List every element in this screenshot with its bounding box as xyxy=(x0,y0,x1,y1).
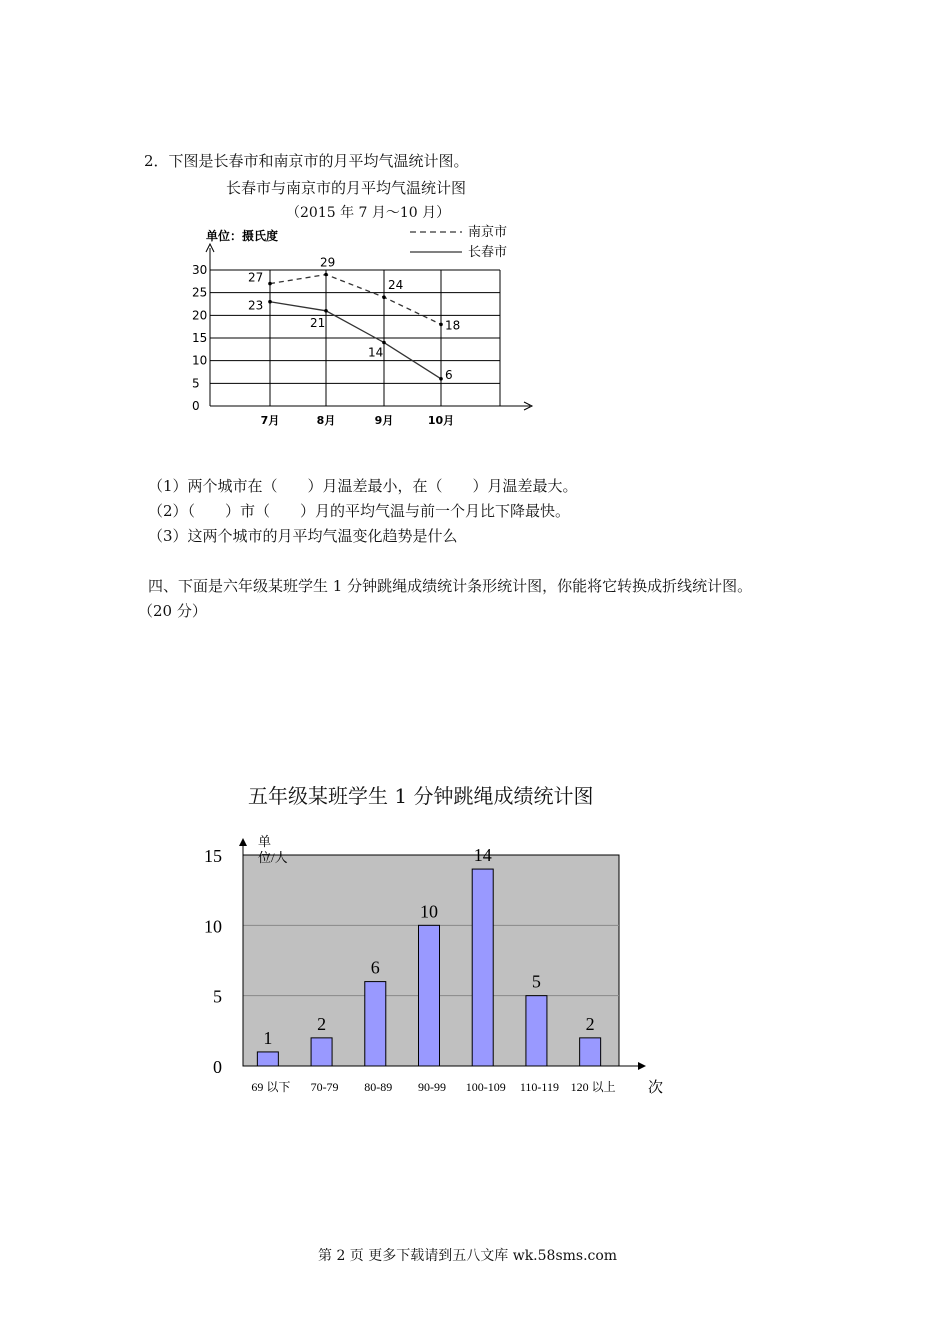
y-tick-label: 15 xyxy=(192,331,208,345)
y-tick-label: 0 xyxy=(213,1057,222,1077)
y-tick-label: 0 xyxy=(192,399,200,413)
x-tick-label: 90-99 xyxy=(418,1080,446,1094)
bar-chart-title: 五年级某班学生 1 分钟跳绳成绩统计图 xyxy=(248,784,594,808)
bar xyxy=(311,1038,332,1066)
y-axis-label: 单 xyxy=(258,834,272,849)
page-footer: 第 2 页 更多下载请到五八文库 wk.58sms.com xyxy=(318,1248,618,1264)
line-chart-subtitle: （2015 年 7 月～10 月） xyxy=(286,205,451,221)
data-label: 2 xyxy=(317,1013,327,1034)
bar xyxy=(472,869,493,1066)
y-tick-label: 10 xyxy=(192,353,208,368)
data-label: 5 xyxy=(531,971,541,992)
data-label: 21 xyxy=(310,315,326,330)
legend-label: 长春市 xyxy=(468,245,508,260)
data-label: 27 xyxy=(248,270,264,285)
x-tick-label: 69 以下 xyxy=(251,1080,291,1094)
y-axis-label: 单位：摄氏度 xyxy=(206,229,279,243)
y-tick-label: 10 xyxy=(204,916,222,937)
data-label: 14 xyxy=(473,845,492,866)
data-label: 23 xyxy=(248,298,264,313)
q2-sub-item-1: （1）两个城市在（ ）月温差最小，在（ ）月温差最大。 xyxy=(148,477,578,495)
y-axis-label: 位/人 xyxy=(258,850,288,865)
y-tick-label: 5 xyxy=(213,986,222,1007)
data-label: 18 xyxy=(445,318,461,333)
data-label: 2 xyxy=(585,1013,595,1034)
line-chart-title: 长春市与南京市的月平均气温统计图 xyxy=(226,179,467,197)
bar xyxy=(257,1052,278,1066)
y-tick-label: 15 xyxy=(204,846,222,866)
data-label: 24 xyxy=(388,278,404,293)
x-axis-label: 次 xyxy=(648,1080,664,1096)
data-label: 1 xyxy=(263,1027,273,1048)
y-tick-label: 25 xyxy=(192,285,208,300)
x-tick-label: 9月 xyxy=(374,414,394,427)
x-axis-arrow xyxy=(638,1062,646,1070)
data-label: 6 xyxy=(445,367,453,382)
q2-sub-item-2: （2）（ ）市（ ）月的平均气温与前一个月比下降最快。 xyxy=(148,502,571,520)
data-label: 6 xyxy=(370,957,380,978)
y-tick-label: 20 xyxy=(192,308,208,323)
x-tick-label: 110-119 xyxy=(519,1080,559,1094)
section4-line1: 四、下面是六年级某班学生 1 分钟跳绳成绩统计条形统计图，你能将它转换成折线统计图。 xyxy=(148,577,753,595)
x-tick-label: 70-79 xyxy=(310,1080,339,1094)
x-tick-label: 7月 xyxy=(260,414,280,427)
x-tick-label: 80-89 xyxy=(364,1080,393,1094)
x-tick-label: 8月 xyxy=(316,414,336,427)
y-axis-arrow xyxy=(239,838,247,846)
section4-line2: （20 分） xyxy=(138,602,207,620)
q2-sub-item-3: （3）这两个城市的月平均气温变化趋势是什么 xyxy=(148,527,458,545)
bar xyxy=(580,1038,601,1066)
y-tick-label: 30 xyxy=(192,263,208,277)
data-label: 14 xyxy=(368,345,384,360)
data-label: 10 xyxy=(420,901,438,922)
bar xyxy=(526,996,547,1066)
q2-intro: 2．下图是长春市和南京市的月平均气温统计图。 xyxy=(144,152,469,170)
bar xyxy=(419,925,440,1066)
legend-label: 南京市 xyxy=(468,225,508,240)
x-tick-label: 10月 xyxy=(427,414,455,427)
data-label: 29 xyxy=(320,255,336,270)
x-tick-label: 120 以上 xyxy=(570,1080,616,1094)
y-tick-label: 5 xyxy=(192,376,200,391)
x-tick-label: 100-109 xyxy=(465,1080,506,1094)
bar xyxy=(365,982,386,1066)
